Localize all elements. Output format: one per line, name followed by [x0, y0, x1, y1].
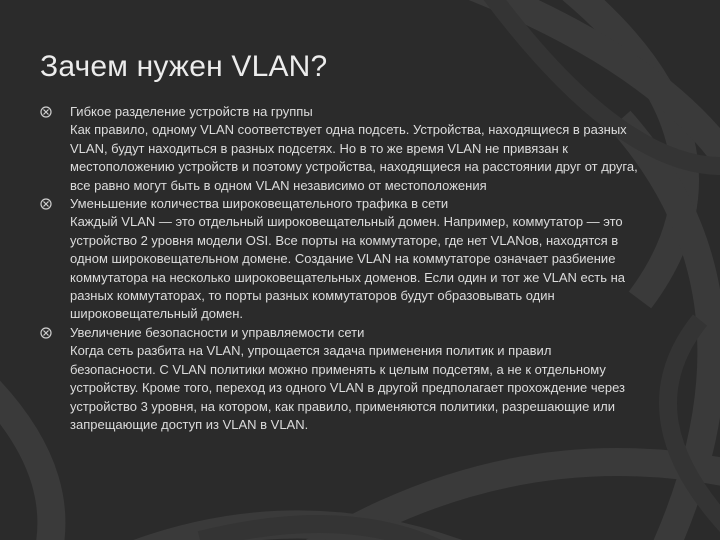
item-heading: Уменьшение количества широковещательного трафика в сети [70, 196, 449, 212]
item-text: Как правило, одному VLAN соответствует одна подсеть. Устройства, находящиеся в разных VLAN, будут находиться в разных подсетях. Но в то же время VLAN не привязан к местоположению устройств и поэтому устройства, находящиеся на расстоянии друг от друга, все равно могут быть в одном VLAN независимо от местоположения [70, 122, 638, 193]
item-heading: Увеличение безопасности и управляемости сети [70, 324, 365, 340]
circled-cross-bullet-icon [40, 106, 52, 118]
item-text: Когда сеть разбита на VLAN, упрощается задача применения политик и правил безопасности. С VLAN политики можно применять к целым подсетям, а не к отдельному устройству. Кроме того, переход из одного VLAN в другой предполагает прохождение через устройство 3 уровня, на котором, как правило, применяются политики, разрешающие или запрещающие доступ из VLAN в VLAN. [70, 343, 625, 432]
item-heading: Гибкое разделение устройств на группы [70, 104, 313, 119]
list-item [40, 324, 640, 434]
slide-title: Зачем нужен VLAN? [40, 50, 328, 83]
circled-cross-bullet-icon [40, 327, 52, 339]
list-item [40, 195, 640, 324]
list-item [40, 103, 640, 195]
item-text: Каждый VLAN — это отдельный широковещательный домен. Например, коммутатор — это устройство 2 уровня модели OSI. Все порты на коммутаторе, где нет VLANов, находятся в одном широковещательном домене. Создание VLAN на коммутаторе означает разбиение коммутатора на несколько широковещательных доменов. Если один и тот же VLAN есть на разных коммутаторах, то порты разных коммутаторов будут образовывать один широковещательный домен. [70, 214, 626, 322]
circled-cross-bullet-icon [40, 198, 52, 210]
bullet-list [40, 103, 640, 434]
